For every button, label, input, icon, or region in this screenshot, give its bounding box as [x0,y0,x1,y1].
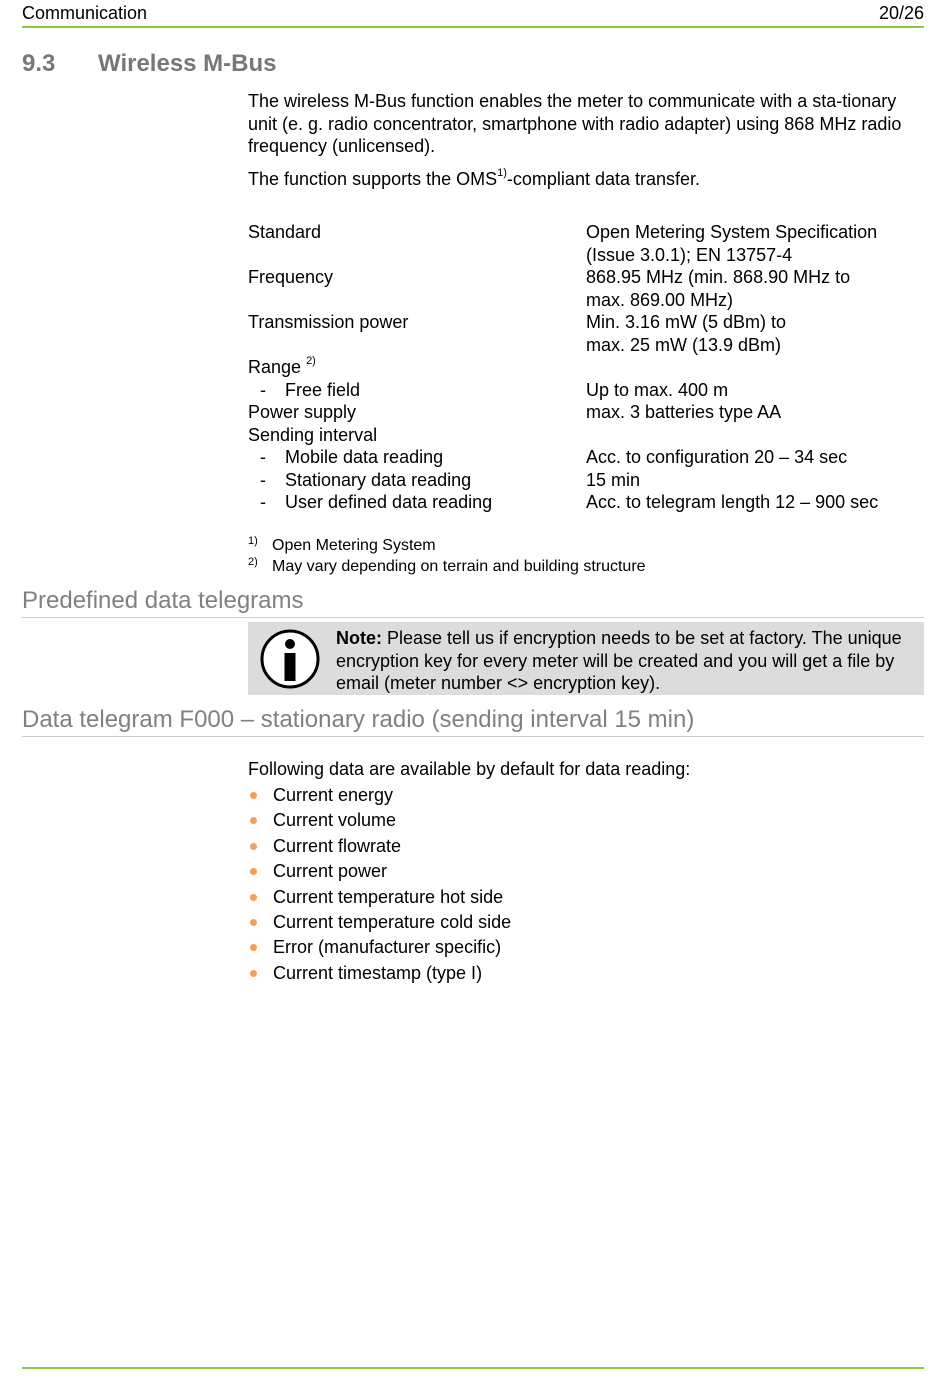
intro-paragraph: The wireless M-Bus function enables the meter to communicate with a sta-tionary unit (e. g. radio concentrator, smartphone with radio adapter) using 868 MHz radio frequency (unlicensed). [248,91,902,156]
spec-row-standard: Standard Open Metering System Specification (Issue 3.0.1); EN 13757-4 [248,222,878,265]
list-item: Current energy [248,783,511,808]
oms-paragraph: The function supports the OMS$^{1)}$-compliant data transfer. [248,167,701,189]
note-text: Note: Please tell us if encryption needs to be set at factory. The unique encryption key for every meter will be created and you will get a file by email (meter number <> encryption key). [336,628,902,693]
subheading-predefined-telegrams: Predefined data telegrams [22,587,924,618]
spec-row-power: Transmission power Min. 3.16 mW (5 dBm) to max. 25 mW (13.9 dBm) [248,312,787,355]
list-intro: Following data are available by default for data reading: [248,759,691,779]
footnote-ref-1: 1) [497,167,507,179]
bullet-icon [250,843,257,850]
list-item: Current timestamp (type I) [248,961,511,986]
spec-row-free-field: - Free field Up to max. 400 m [260,379,729,400]
bullet-icon [250,792,257,799]
page-header [22,2,924,28]
footnote: 2) May vary depending on terrain and building structure [248,556,646,575]
spec-row-mobile: - Mobile data reading Acc. to configuration 20 – 34 sec [260,447,848,467]
header-section: Communication [22,3,148,23]
subheading-telegram-f000: Data telegram F000 – stationary radio (sending interval 15 min) [22,706,924,737]
bullet-icon [250,944,257,951]
footnote: 1) Open Metering System [248,535,436,554]
list-item: Current temperature cold side [248,910,511,935]
spec-row-stationary: - Stationary data reading 15 min [260,469,641,490]
footnotes [248,535,646,577]
bullet-icon [250,894,257,901]
note-box [248,622,924,695]
bullet-icon [250,919,257,926]
spec-row-frequency: Frequency 868.95 MHz (min. 868.90 MHz to max. 869.00 MHz) [248,267,851,310]
list-item: Current flowrate [248,834,511,859]
section-title-text: Wireless M-Bus [98,50,277,77]
bullet-icon [250,868,257,875]
list-item: Current temperature hot side [248,885,511,910]
footer-rule [22,1367,924,1369]
spec-row-supply: Power supply max. 3 batteries type AA [248,402,782,422]
bullet-icon [250,970,257,977]
info-icon [260,629,320,689]
footnote-ref-2: 2) [306,355,316,367]
note-label: Note: [336,628,382,648]
list-item: Current volume [248,808,511,833]
list-item: Error (manufacturer specific) [248,935,511,960]
data-list [248,783,511,986]
spec-row-range: Range $^{2)}$ [248,355,316,377]
section-title [22,50,277,78]
page-number: 20/26 [878,3,924,23]
spec-table [248,221,928,514]
list-item: Current power [248,859,511,884]
section-number: 9.3 [22,50,56,77]
spec-row-interval: Sending interval [248,424,378,445]
spec-row-user: - User defined data reading Acc. to telegram length 12 – 900 sec [260,492,879,512]
bullet-icon [250,817,257,824]
